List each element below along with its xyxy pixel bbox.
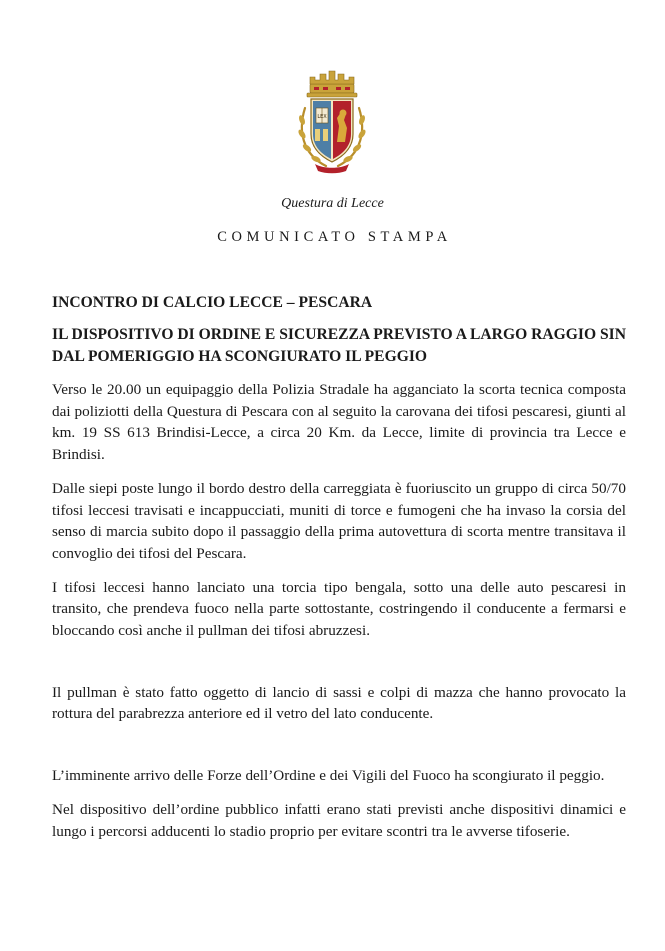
paragraph-flare: I tifosi leccesi hanno lanciato una torcia tipo bengala, sotto una delle auto pescaresi in transito, che prendeva fuoco nella parte sottostante, costringendo il conducente a fermarsi e bloccando così anche il pullman dei tifosi abruzzesi.	[52, 578, 626, 640]
police-emblem-icon	[296, 68, 368, 176]
paragraph-security-plan: Nel dispositivo dell’ordine pubblico infatti erano stati previsti anche dispositivi dinamici e lungo i percorsi adducenti lo stadio proprio per evitare scontri tra le avverse tifoserie.	[52, 800, 626, 840]
paragraph-forces-arrival: L’imminente arrivo delle Forze dell’Ordine e dei Vigili del Fuoco ha scongiurato il peggio.	[52, 767, 605, 785]
svg-text:LEX: LEX	[317, 114, 327, 120]
paragraph-escort: Verso le 20.00 un equipaggio della Polizia Stradale ha agganciato la scorta tecnica composta dai poliziotti della Questura di Pescara con al seguito la carovana dei tifosi pescaresi, giunti al km. 19 SS 613 Brindisi-Lecce, a circa 20 Km. da Lecce, limite di provincia tra Lecce e Brindisi.	[52, 381, 626, 464]
press-release-body	[52, 294, 626, 842]
document-type: COMUNICATO STAMPA	[217, 229, 452, 245]
paragraph-ambush: Dalle siepi poste lungo il bordo destro della carreggiata è fuoriuscito un gruppo di circa 50/70 tifosi leccesi travisati e incappucciati, muniti di torce e fumogeni che ha invaso la corsia del senso di marcia subito dopo il passaggio della prima autovettura di scorta mentre transitava il convoglio dei tifosi del Pescara.	[52, 479, 626, 562]
match-subject: INCONTRO DI CALCIO LECCE – PESCARA	[52, 294, 373, 311]
headline: IL DISPOSITIVO DI ORDINE E SICUREZZA PREVISTO A LARGO RAGGIO SIN DAL POMERIGGIO HA SCONGIURATO IL PEGGIO	[52, 326, 626, 365]
office-name: Questura di Lecce	[281, 196, 384, 211]
paragraph-bus-damage: Il pullman è stato fatto oggetto di lancio di sassi e colpi di mazza che hanno provocato la rottura del parabrezza anteriore ed il vetro del lato conducente.	[52, 683, 626, 723]
